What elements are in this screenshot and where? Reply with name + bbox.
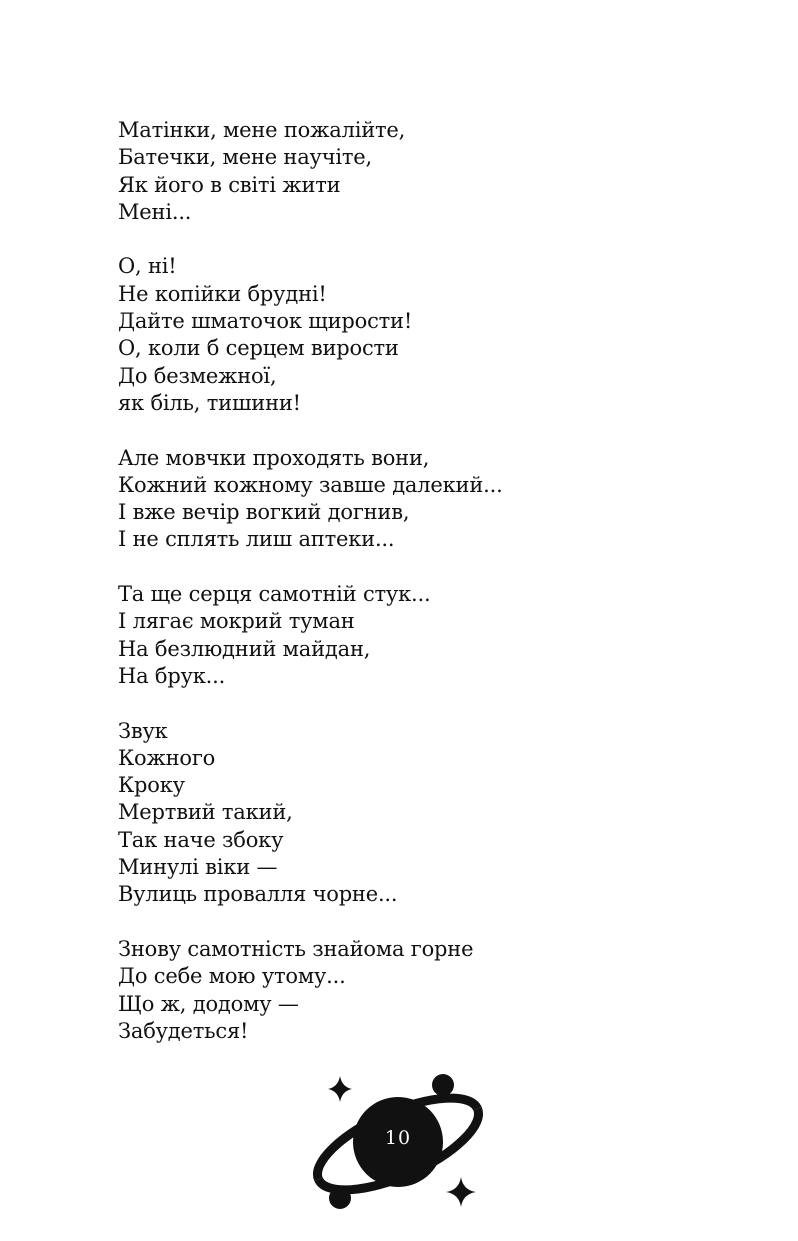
sparkle-star-bottom-right [446,1177,476,1207]
poem-line: Мертвий такий, [118,800,293,825]
poem-line: О, ні! [118,254,177,279]
stanza-2 [118,253,718,417]
poem-line: До безмежної, [118,363,277,388]
poem-line: До себе мою утому... [118,964,346,989]
stanza-5 [118,718,718,909]
stanza-4 [118,581,718,690]
poem-line: Минулі віки — [118,855,278,880]
poem-line: Так наче збоку [118,827,284,852]
poem-line: О, коли б серцем вирости [118,336,399,361]
poem-line: Батечки, мене научіте, [118,145,373,170]
poem-line: Звук [118,718,168,743]
poem-line: Дайте шматочок щирости! [118,309,413,334]
poem-line: як біль, тишини! [118,390,301,415]
poem-line: Та ще серця самотній стук... [118,582,431,607]
stanza-6 [118,936,718,1045]
poem-line: Як його в світі жити [118,172,341,197]
poem-line: Матінки, мене пожалійте, [118,118,406,142]
stanza-1 [118,117,718,226]
poem-line: Що ж, додому — [118,991,299,1016]
poem-line: Кожний кожному завше далекий... [118,472,503,497]
poem-line: Кроку [118,773,185,798]
poem-line: Але мовчки проходять вони, [118,445,430,470]
poem-line: Забудеться! [118,1018,249,1043]
poem-line: Вулиць провалля чорне... [118,882,398,907]
poem-line: І лягає мокрий туман [118,609,355,634]
sparkle-star-top-left [328,1076,352,1102]
stanza-3 [118,445,718,554]
poem-line: І вже вечір вогкий догнив, [118,500,410,525]
poem-line: Мені... [118,199,192,224]
orb-bottom-left [329,1187,351,1209]
poem-line: На безлюдний майдан, [118,636,371,661]
orb-top-right [432,1074,454,1096]
poem-line: І не сплять лиш аптеки... [118,527,395,552]
poem-line: Не копійки брудні! [118,281,327,306]
poem-line: Кожного [118,745,216,770]
poem-text [118,117,718,1072]
poem-line: На брук... [118,663,226,688]
poem-line: Знову самотність знайома горне [118,936,474,961]
page-number: 10 [384,1127,412,1149]
